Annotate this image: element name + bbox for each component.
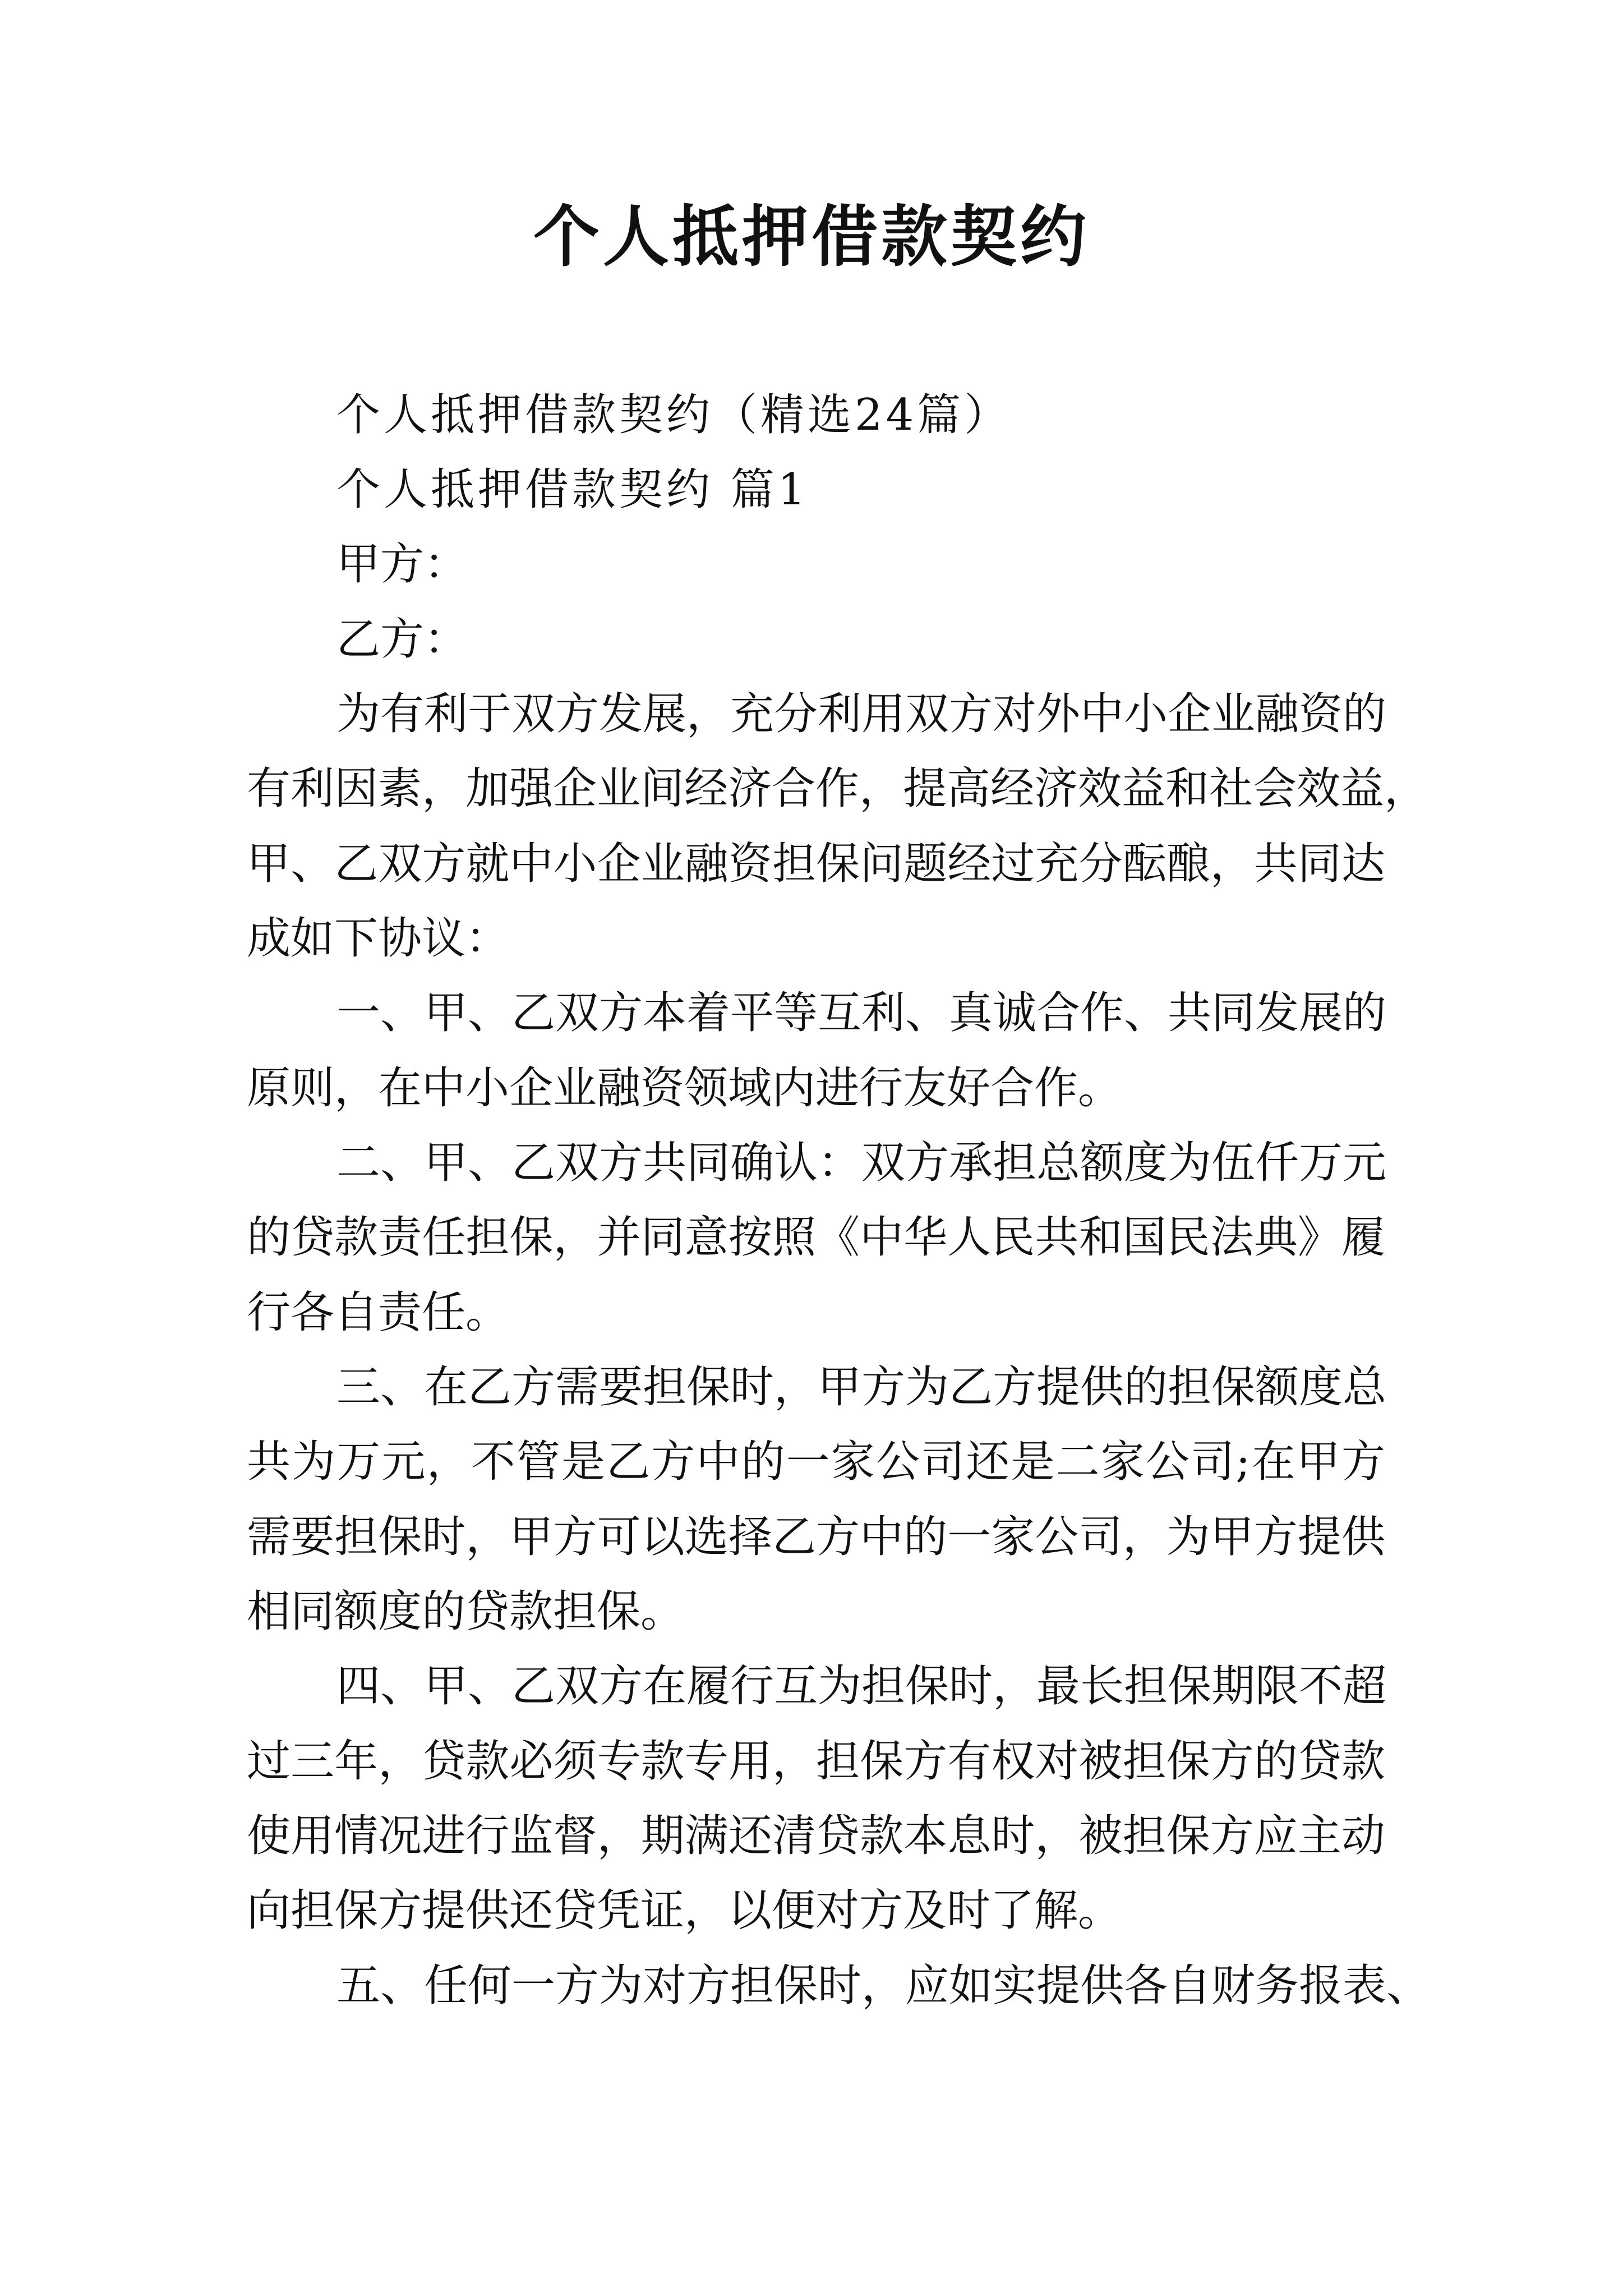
paragraph-intro-line-4: 成如下协议： (247, 913, 510, 964)
paragraph-2-line-1: 二、甲、乙双方共同确认：双方承担总额度为伍仟万元 (336, 1138, 1387, 1188)
paragraph-intro-line-2: 有利因素，加强企业间经济合作，提高经济效益和社会效益， (247, 763, 1428, 814)
party-b-label: 乙方： (336, 614, 468, 665)
paragraph-3-line-1: 三、在乙方需要担保时，甲方为乙方提供的担保额度总 (336, 1362, 1387, 1412)
paragraph-4-line-3: 使用情况进行监督，期满还清贷款本息时，被担保方应主动 (247, 1811, 1385, 1861)
document-title: 个人抵押借款契约 (533, 197, 1090, 275)
document-subtitle: 个人抵押借款契约（精选24篇） (336, 390, 1012, 440)
section-heading: 个人抵押借款契约 篇1 (336, 464, 809, 515)
paragraph-2-line-3: 行各自责任。 (247, 1287, 510, 1338)
paragraph-3-line-3: 需要担保时，甲方可以选择乙方中的一家公司，为甲方提供 (247, 1512, 1385, 1562)
paragraph-intro-line-3: 甲、乙双方就中小企业融资担保问题经过充分酝酿，共同达 (247, 839, 1385, 889)
paragraph-3-line-2: 共为万元，不管是乙方中的一家公司还是二家公司;在甲方 (247, 1437, 1385, 1487)
paragraph-intro-line-1: 为有利于双方发展，充分利用双方对外中小企业融资的 (336, 689, 1387, 739)
paragraph-5-line-1: 五、任何一方为对方担保时，应如实提供各自财务报表、 (336, 1961, 1431, 2011)
paragraph-1-line-2: 原则，在中小企业融资领域内进行友好合作。 (247, 1063, 1122, 1114)
paragraph-4-line-1: 四、甲、乙双方在履行互为担保时，最长担保期限不超 (336, 1661, 1387, 1711)
party-a-label: 甲方： (336, 539, 468, 590)
paragraph-3-line-4: 相同额度的贷款担保。 (247, 1586, 685, 1637)
paragraph-4-line-2: 过三年，贷款必须专款专用，担保方有权对被担保方的贷款 (247, 1736, 1385, 1787)
paragraph-4-line-4: 向担保方提供还贷凭证，以便对方及时了解。 (247, 1885, 1122, 1936)
paragraph-1-line-1: 一、甲、乙双方本着平等互利、真诚合作、共同发展的 (336, 988, 1387, 1038)
paragraph-2-line-2: 的贷款责任担保，并同意按照《中华人民共和国民法典》履 (247, 1212, 1385, 1263)
